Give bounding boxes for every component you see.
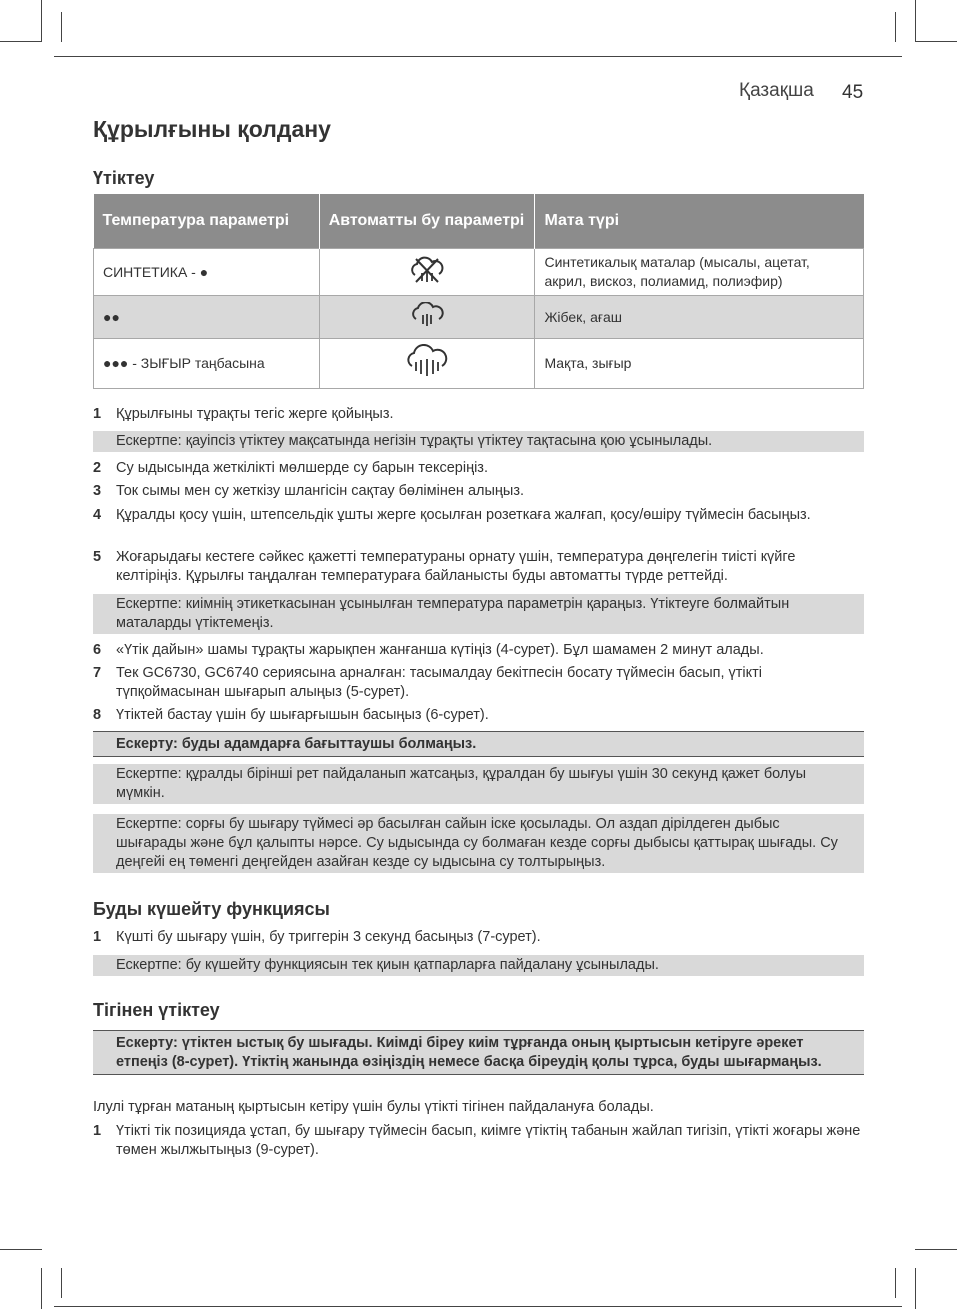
- warning-box: Ескерту: буды адамдарға бағыттаушы болмаңыз.: [93, 731, 864, 757]
- temperature-cell: ●●● - ЗЫҒЫР таңбасына: [94, 339, 320, 389]
- table-header: Автоматты бу параметрі: [319, 194, 535, 249]
- section-heading-vertical: Тігінен үтіктеу: [93, 1000, 220, 1020]
- table-row: [94, 339, 864, 389]
- list-item: 1 Күшті бу шығару үшін, бу триггерін 3 секунд басыңыз (7-сурет).: [93, 929, 541, 945]
- note-box: Ескертпе: қауіпсіз үтіктеу мақсатында негізін тұрақты үтіктеу тақтасына қою ұсынылады.: [93, 431, 864, 452]
- table-header: Температура параметрі: [94, 194, 320, 249]
- table-row: [94, 249, 864, 296]
- list-item: 7 Тек GC6730, GC6740 сериясына арналған: тасымалдау бекітпесін босату түймесін басып, үтікті түпқоймасынан шығарып алыңыз (5-сурет).: [93, 665, 763, 700]
- warning-box: Ескерту: үтіктен ыстық бу шығады. Киімді біреу киім тұрғанда оның қыртысын кетіруге әрекет етпеңіз (8-сурет). Үтіктің жанында өзіңіздің немесе басқа біреудің қолы тұрса, буды шығармаңыз.: [93, 1030, 864, 1075]
- steam-cell: [319, 296, 535, 339]
- list-item: 6 «Үтік дайын» шамы тұрақты жарықпен жанғанша күтіңіз (4-сурет). Бұл шамамен 2 минут алады.: [93, 642, 764, 658]
- temperature-cell: СИНТЕТИКА - ●: [94, 249, 320, 296]
- header-language: Қазақша: [739, 80, 814, 101]
- list-item: 1 Құрылғыны тұрақты тегіс жерге қойыңыз.: [93, 406, 394, 422]
- section-heading-boost: Буды күшейту функциясы: [93, 899, 330, 919]
- table-header-row: [94, 194, 864, 249]
- steam-cell: [319, 249, 535, 296]
- note-box: Ескертпе: құралды бірінші рет пайдаланып жатсаңыз, құралдан бу шығуы үшін 30 секунд қажет болуы мүмкін.: [93, 764, 864, 804]
- section-heading-ironing: Үтіктеу: [93, 168, 155, 188]
- list-item: 5 Жоғарыдағы кестеге сәйкес қажетті температураны орнату үшін, температура дөңгелегін тиісті күйге келтіріңіз. Құрылғы таңдалған температураға байланысты буды автоматты түрде реттейді.: [93, 549, 796, 584]
- low-steam-icon: [409, 302, 445, 333]
- no-steam-icon: [408, 255, 446, 290]
- high-steam-icon: [405, 344, 449, 383]
- list-item: 8 Үтіктей бастау үшін бу шығарғышын басыңыз (6-сурет).: [93, 707, 489, 723]
- list-item: 3 Ток сымы мен су жеткізу шлангісін сақтау бөлімінен алыңыз.: [93, 483, 525, 499]
- paragraph: Ілулі тұрған матаның қыртысын кетіру үшін булы үтікті тігінен пайдалануға болады.: [93, 1099, 654, 1115]
- page-number: 45: [842, 82, 864, 103]
- fabric-cell: Жібек, ағаш: [535, 296, 864, 339]
- fabric-cell: Мақта, зығыр: [535, 339, 864, 389]
- table-row: [94, 296, 864, 339]
- note-box: Ескертпе: киімнің этикеткасынан ұсынылған температура параметрін қараңыз. Үтіктеуге болмайтын маталарды үтіктемеңіз.: [93, 594, 864, 634]
- settings-table: [93, 194, 864, 389]
- page-title: Құрылғыны қолдану: [93, 116, 331, 142]
- note-box: Ескертпе: бу күшейту функциясын тек қиын қатпарларға пайдалану ұсынылады.: [93, 955, 864, 976]
- table-header: Мата түрі: [535, 194, 864, 249]
- fabric-cell: Синтетикалық маталар (мысалы, ацетат, акрил, вискоз, полиамид, полиэфир): [535, 249, 864, 296]
- list-item: 2 Су ыдысында жеткілікті мөлшерде су барын тексеріңіз.: [93, 460, 488, 476]
- temperature-cell: ●●: [94, 296, 320, 339]
- list-item: 4 Құралды қосу үшін, штепсельдік ұшты жерге қосылған розеткаға жалғап, қосу/өшіру түймесін басыңыз.: [93, 507, 811, 523]
- steam-cell: [319, 339, 535, 389]
- list-item: 1 Үтікті тік позицияда ұстап, бу шығару түймесін басып, киімге үтіктің табанын жайлап тигізіп, үтікті жоғары және төмен жылжытыңыз (9-сурет).: [93, 1123, 861, 1158]
- note-box: Ескертпе: сорғы бу шығару түймесі әр басылған сайын іске қосылады. Ол аздап дірілдеген дыбыс шығарады және бұл қалыпты нәрсе. Су ыдысында су болмаған кезде сорғы дыбысы қаттырақ шығады. Су деңгейі ең төменгі деңгейден азайған кезде су ыдысына су толтырыңыз.: [93, 814, 864, 873]
